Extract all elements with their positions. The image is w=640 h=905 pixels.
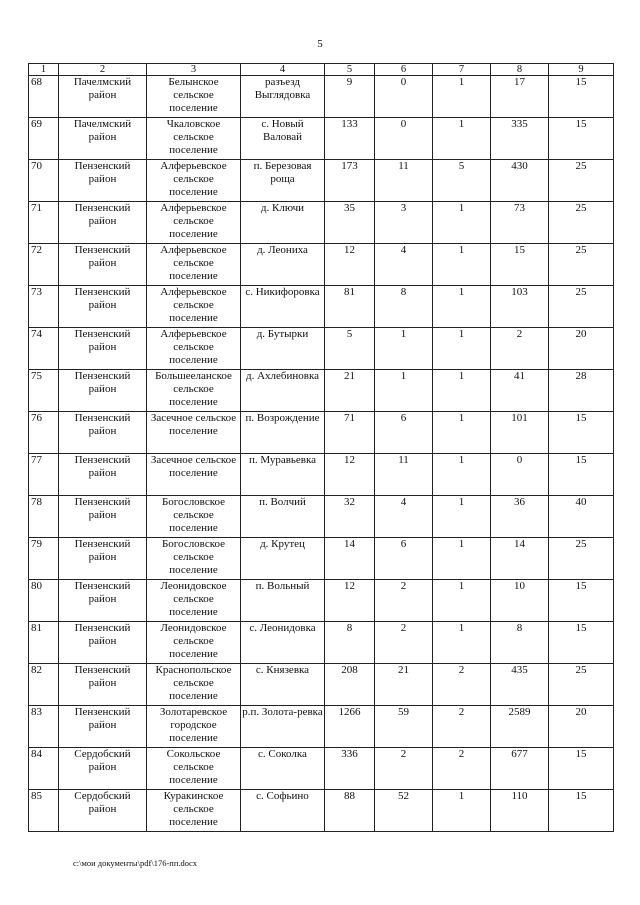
header-row: [29, 64, 614, 76]
table-cell: д. Ключи: [241, 202, 325, 244]
table-cell: Пензенский район: [59, 370, 147, 412]
table-cell: 20: [549, 706, 614, 748]
table-cell: 25: [549, 202, 614, 244]
table-cell: 6: [375, 412, 433, 454]
table-cell: 8: [325, 622, 375, 664]
table-cell: 82: [29, 664, 59, 706]
table-cell: 59: [375, 706, 433, 748]
table-cell: Засечное сельское поселение: [147, 454, 241, 496]
table-cell: 2: [375, 748, 433, 790]
table-cell: 12: [325, 244, 375, 286]
table-cell: п. Волчий: [241, 496, 325, 538]
column-header: 8: [491, 64, 549, 76]
table-cell: 1: [433, 76, 491, 118]
table-cell: 25: [549, 538, 614, 580]
table-cell: 103: [491, 286, 549, 328]
table-row: [29, 580, 614, 622]
table-cell: Пензенский район: [59, 412, 147, 454]
table-cell: 84: [29, 748, 59, 790]
table-cell: 336: [325, 748, 375, 790]
table-cell: 1: [433, 286, 491, 328]
table-cell: Пензенский район: [59, 286, 147, 328]
table-row: [29, 202, 614, 244]
table-cell: 71: [325, 412, 375, 454]
table-cell: 14: [491, 538, 549, 580]
table-cell: 78: [29, 496, 59, 538]
table-cell: Пензенский район: [59, 454, 147, 496]
table-cell: 21: [325, 370, 375, 412]
table-cell: 1: [433, 496, 491, 538]
table-cell: 4: [375, 244, 433, 286]
table-row: [29, 160, 614, 202]
column-header: 3: [147, 64, 241, 76]
table-cell: р.п. Золота-ревка: [241, 706, 325, 748]
table-cell: д. Бутырки: [241, 328, 325, 370]
table-cell: 25: [549, 664, 614, 706]
table-cell: 15: [549, 118, 614, 160]
table-cell: п. Возрождение: [241, 412, 325, 454]
table-cell: 36: [491, 496, 549, 538]
table-cell: 15: [549, 790, 614, 832]
table-cell: 435: [491, 664, 549, 706]
table-cell: 68: [29, 76, 59, 118]
table-cell: Сердобский район: [59, 790, 147, 832]
table-cell: 21: [375, 664, 433, 706]
table-cell: 1: [375, 370, 433, 412]
table-cell: 40: [549, 496, 614, 538]
table-cell: 73: [29, 286, 59, 328]
table-cell: 1266: [325, 706, 375, 748]
table-row: [29, 790, 614, 832]
table-cell: 77: [29, 454, 59, 496]
table-cell: 1: [433, 370, 491, 412]
table-cell: 101: [491, 412, 549, 454]
table-row: [29, 328, 614, 370]
table-cell: 3: [375, 202, 433, 244]
table-cell: 35: [325, 202, 375, 244]
table-row: [29, 538, 614, 580]
table-cell: Золотаревское городское поселение: [147, 706, 241, 748]
table-cell: 1: [433, 790, 491, 832]
table-cell: 72: [29, 244, 59, 286]
table-row: [29, 370, 614, 412]
table-cell: 73: [491, 202, 549, 244]
data-table: [28, 63, 614, 832]
table-cell: 70: [29, 160, 59, 202]
table-cell: 10: [491, 580, 549, 622]
table-cell: Богословское сельское поселение: [147, 538, 241, 580]
table-cell: 1: [433, 538, 491, 580]
column-header: 2: [59, 64, 147, 76]
table-cell: 74: [29, 328, 59, 370]
table-cell: 1: [433, 244, 491, 286]
table-cell: Богословское сельское поселение: [147, 496, 241, 538]
table-cell: 88: [325, 790, 375, 832]
table-cell: 1: [433, 580, 491, 622]
table-cell: 32: [325, 496, 375, 538]
table-cell: Пензенский район: [59, 538, 147, 580]
table-row: [29, 748, 614, 790]
table-cell: п. Березовая роща: [241, 160, 325, 202]
table-row: [29, 244, 614, 286]
table-cell: Пензенский район: [59, 664, 147, 706]
table-cell: 12: [325, 580, 375, 622]
column-header: 9: [549, 64, 614, 76]
page-number: 5: [317, 38, 323, 50]
table-cell: 0: [375, 76, 433, 118]
table-cell: д. Крутец: [241, 538, 325, 580]
column-header: 5: [325, 64, 375, 76]
table-row: [29, 664, 614, 706]
table-cell: 677: [491, 748, 549, 790]
table-cell: 76: [29, 412, 59, 454]
table-cell: 110: [491, 790, 549, 832]
table-cell: 15: [549, 580, 614, 622]
table-cell: 2: [433, 706, 491, 748]
table-cell: разъезд Выглядовка: [241, 76, 325, 118]
table-cell: 2589: [491, 706, 549, 748]
table-cell: д. Леониха: [241, 244, 325, 286]
table-cell: 83: [29, 706, 59, 748]
table-cell: Пензенский район: [59, 496, 147, 538]
table-cell: п. Вольный: [241, 580, 325, 622]
table-cell: 9: [325, 76, 375, 118]
table-cell: Пензенский район: [59, 328, 147, 370]
column-header: 4: [241, 64, 325, 76]
table-cell: с. Никифоровка: [241, 286, 325, 328]
table-cell: Большееланское сельское поселение: [147, 370, 241, 412]
table-cell: 1: [433, 412, 491, 454]
table-cell: 52: [375, 790, 433, 832]
table-cell: Пензенский район: [59, 160, 147, 202]
table-cell: с. Князевка: [241, 664, 325, 706]
table-cell: 0: [491, 454, 549, 496]
table-row: [29, 706, 614, 748]
table-cell: 2: [375, 580, 433, 622]
table-cell: 5: [325, 328, 375, 370]
table-cell: 1: [433, 622, 491, 664]
table-cell: 2: [433, 748, 491, 790]
table-row: [29, 286, 614, 328]
table-cell: 1: [433, 454, 491, 496]
table-cell: 2: [491, 328, 549, 370]
table-cell: 11: [375, 160, 433, 202]
table-cell: 81: [29, 622, 59, 664]
table-row: [29, 412, 614, 454]
table-cell: 8: [375, 286, 433, 328]
table-cell: Алферьевское сельское поселение: [147, 286, 241, 328]
table-cell: Леонидовское сельское поселение: [147, 580, 241, 622]
table-cell: 69: [29, 118, 59, 160]
table-cell: 11: [375, 454, 433, 496]
table-cell: Краснопольское сельское поселение: [147, 664, 241, 706]
table-cell: 1: [433, 328, 491, 370]
column-header: 7: [433, 64, 491, 76]
table-cell: 173: [325, 160, 375, 202]
table-cell: 12: [325, 454, 375, 496]
table-cell: 15: [491, 244, 549, 286]
table-cell: 25: [549, 160, 614, 202]
table-cell: с. Соколка: [241, 748, 325, 790]
table-cell: 335: [491, 118, 549, 160]
table-cell: 208: [325, 664, 375, 706]
column-header: 1: [29, 64, 59, 76]
table-cell: Чкаловское сельское поселение: [147, 118, 241, 160]
table-cell: 1: [375, 328, 433, 370]
table-cell: Куракинское сельское поселение: [147, 790, 241, 832]
table-cell: 28: [549, 370, 614, 412]
table-cell: 2: [375, 622, 433, 664]
table-cell: 4: [375, 496, 433, 538]
table-cell: Засечное сельское поселение: [147, 412, 241, 454]
table-row: [29, 118, 614, 160]
table-cell: 14: [325, 538, 375, 580]
table-cell: Пензенский район: [59, 580, 147, 622]
table-cell: Алферьевское сельское поселение: [147, 160, 241, 202]
table-cell: Сокольское сельское поселение: [147, 748, 241, 790]
table-cell: 8: [491, 622, 549, 664]
table-cell: 133: [325, 118, 375, 160]
table-body: [29, 76, 614, 832]
table-cell: с. Новый Валовай: [241, 118, 325, 160]
table-row: [29, 76, 614, 118]
table-cell: 15: [549, 748, 614, 790]
table-cell: 1: [433, 202, 491, 244]
table-cell: Алферьевское сельское поселение: [147, 202, 241, 244]
table-cell: 81: [325, 286, 375, 328]
table-cell: Пензенский район: [59, 202, 147, 244]
table-cell: 79: [29, 538, 59, 580]
table-row: [29, 622, 614, 664]
table-cell: 85: [29, 790, 59, 832]
table-cell: 25: [549, 244, 614, 286]
table-cell: 75: [29, 370, 59, 412]
table-row: [29, 454, 614, 496]
table-cell: Сердобский район: [59, 748, 147, 790]
table-cell: 1: [433, 118, 491, 160]
table-cell: 6: [375, 538, 433, 580]
table-cell: Алферьевское сельское поселение: [147, 244, 241, 286]
table-cell: с. Софьино: [241, 790, 325, 832]
table-cell: Пачелмский район: [59, 118, 147, 160]
table-cell: 20: [549, 328, 614, 370]
table-cell: 71: [29, 202, 59, 244]
table-cell: 0: [375, 118, 433, 160]
table-cell: с. Леонидовка: [241, 622, 325, 664]
table-cell: 2: [433, 664, 491, 706]
table-cell: 15: [549, 622, 614, 664]
table-cell: Леонидовское сельское поселение: [147, 622, 241, 664]
table-cell: 15: [549, 76, 614, 118]
table-cell: Алферьевское сельское поселение: [147, 328, 241, 370]
table-cell: Пензенский район: [59, 244, 147, 286]
table-cell: 15: [549, 454, 614, 496]
table-cell: 80: [29, 580, 59, 622]
footer-path: c:\мои документы\pdf\176-пп.docx: [73, 858, 198, 868]
table-cell: Пензенский район: [59, 706, 147, 748]
table-cell: 5: [433, 160, 491, 202]
table-row: [29, 496, 614, 538]
table-cell: 15: [549, 412, 614, 454]
table-cell: п. Муравьевка: [241, 454, 325, 496]
table-cell: 430: [491, 160, 549, 202]
table-cell: 41: [491, 370, 549, 412]
table-cell: Белынское сельское поселение: [147, 76, 241, 118]
table-cell: 25: [549, 286, 614, 328]
table-cell: 17: [491, 76, 549, 118]
table-cell: Пензенский район: [59, 622, 147, 664]
table-cell: Пачелмский район: [59, 76, 147, 118]
column-header: 6: [375, 64, 433, 76]
table-cell: д. Ахлебиновка: [241, 370, 325, 412]
